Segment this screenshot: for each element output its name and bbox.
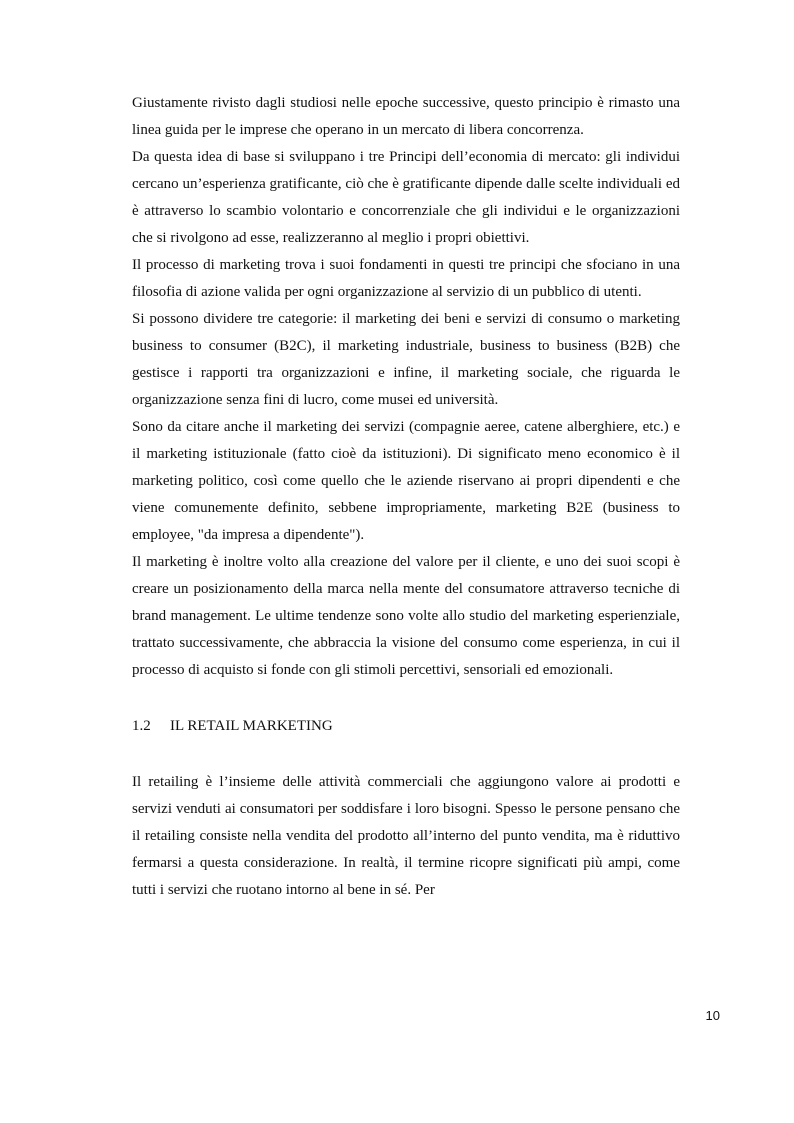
paragraph: Si possono dividere tre categorie: il marketing dei beni e servizi di consumo o marketing business to consumer (B2C), il marketing industriale, business to business (B2B) che gestisce i rapporti tra organizzazioni e infine, il marketing sociale, che riguarda le organizzazione senza fini di lucro, come musei ed università.: [132, 311, 680, 408]
page-number: 10: [705, 1008, 720, 1023]
section-title: IL RETAIL MARKETING: [170, 718, 333, 734]
section-number: 1.2: [132, 718, 151, 734]
paragraph: Giustamente rivisto dagli studiosi nelle epoche successive, questo principio è rimasto una linea guida per le imprese che operano in un mercato di libera concorrenza.: [132, 95, 680, 138]
section-heading: [132, 713, 680, 740]
paragraph: Il marketing è inoltre volto alla creazione del valore per il cliente, e uno dei suoi scopi è creare un posizionamento della marca nella mente del consumatore attraverso tecniche di brand management. Le ultime tendenze sono volte allo studio del marketing esperienziale, trattato successivamente, che abbraccia la visione del consumo come esperienza, in cui il processo di acquisto si fonde con gli stimoli percettivi, sensoriali ed emozionali.: [132, 554, 680, 678]
paragraph: Il retailing è l’insieme delle attività commerciali che aggiungono valore ai prodotti e servizi venduti ai consumatori per soddisfare i loro bisogni. Spesso le persone pensano che il retailing consiste nella vendita del prodotto all’interno del punto vendita, ma è riduttivo fermarsi a questa considerazione. In realtà, il termine ricopre significati più ampi, come tutti i servizi che ruotano intorno al bene in sé. Per: [132, 774, 680, 898]
paragraph: Da questa idea di base si sviluppano i tre Principi dell’economia di mercato: gli individui cercano un’esperienza gratificante, ciò che è gratificante dipende dalle scelte individuali ed è attraverso lo scambio volontario e concorrenziale che gli individui e le organizzazioni che si rivolgono ad esse, realizzeranno al meglio i propri obiettivi.: [132, 149, 680, 246]
paragraph: Il processo di marketing trova i suoi fondamenti in questi tre principi che sfociano in una filosofia di azione valida per ogni organizzazione al servizio di un pubblico di utenti.: [132, 257, 680, 300]
body-text: [132, 90, 680, 904]
paragraph: Sono da citare anche il marketing dei servizi (compagnie aeree, catene alberghiere, etc.) e il marketing istituzionale (fatto cioè da istituzioni). Di significato meno economico è il marketing politico, così come quello che le aziende riservano ai propri dipendenti e che viene comunemente definito, sebbene impropriamente, marketing B2E (business to employee, "da impresa a dipendente").: [132, 419, 680, 543]
